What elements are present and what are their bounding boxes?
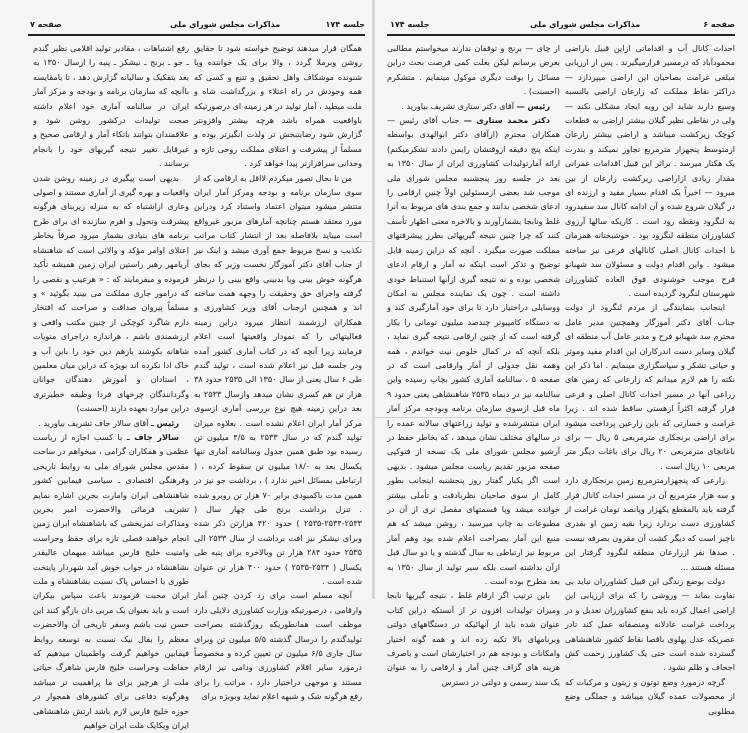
page-number: صفحه ۶ (703, 20, 735, 29)
paragraph: باین ترتیب اگر ارقام غلط ، نتیجه گیریها نابجا ومیزان تولیدات افزون تر از آنستکه دراین کتاب عنوان شده باید از آنهائیکه در دستگاههای دولتی وبرنامهای بالا تکیه زده اند و همه گونه اختیار وامکانات و بودجه هم در اختیارشان است و باصرف هزینه های گزاف چنین آمار و ارقامی را به عنوان یک سند رسمی و دولتی در دسترس (387, 590, 560, 687)
paragraph: بدیهی است پیگیری در زمینه روشن شدن واقعیات و بهره گیری از آماری مستند و اصولی وعاری ازاشتباه که به منزله زیربنای هرگونه پیشرفت وتحول و اهرم سازنده ای برای طرح برنامه های بنیادی بشمار میرود صرفاً بخاطر اعتلای اوامر مؤکد و والائی است که شاهنشاه آریامهر رهبر راستین ایران زمین همیشه تأکید فرموده و میفرمایند که : « هرعیب و نقصی را که درامور جاری مملکت می بینید بگوئید » و مسلماً پیروان صداقت و صراحت که افتخار دارم شاگرد کوچکی از چنین مکتب واقعی و ارزشمندی باشم ، هراندازه دراجرای منویات شاهانه بکوشند بازهم دین خود را باین آب و خاک ادا نکرده اند بویژه که دراین میان معلمین ، استادان و آموزش دهندگان جوانان وگردانندگان چرخهای فردا وظیفه خطیرتری دراین موارد بعهده دارند (احسنت) (33, 172, 189, 414)
paragraph: رئیس — آقای دکتر ستاری تشریف بیاورید . (401, 100, 550, 111)
paragraph: آنچه مسلم است برای رد کردن چنین آمار وارقامی ، درصورتیکه وزارت کشاورزی دلایلی دارد موظف است همانطوریکه روزگذشته بصراحت تولیدگندم را درسال گذشته ۵/۵ میلیون تن وبرای سال جاری ۶/۵ میلیون تن تعیین کرده و مخصوصاً درمورد سایر اقلام کشاورزی ودامی نیز ارقام مستند و موجهی دراختیار دارد ، مراتب را برای رفع هرگونه شک و شبهه اعلام نماید وبویژه برای (194, 590, 362, 702)
page-header (30, 20, 365, 34)
speaker-name: دکتر محمد ستاری — (463, 115, 551, 126)
page-number: صفحه ۷ (30, 20, 62, 29)
paragraph: گرچه درمورد وضع توتون و زیتون و مرکبات که از محصولات عمده گیلان میباشد و جملگی وضع مطلوبی (565, 676, 735, 716)
paragraph: احداث کانال آب و اقداماتی ازاین قبیل باراضی محمودآباد که درمسیر قرارمیگیرند . پس از ارزیابی مبلغی غرامت بصاحبان این اراضی میپردازد — دراکثر نقاط مملکت که زارعان اراضی بالنسبه وسیع دارند شاید این رویه ایجاد مشکلی نکند — ولی در نقاطی نظیر گیلان بیشتر اراضی به قطعات کوچک زیرکشت میباشد و اراضی بیشتر زارعان ازمتوسط پنجهزار مترمربع تجاوز نمیکند و بندرت یک هکتار میرسد . براثر این قبیل اقدامات عمرانی مقدار زیادی ازاراضی زیرکشت زارعان از بین میرود — اخیراً یک اقدام بسیار مفید و ارزنده ای در گیلان شروع شده و آن ادامه کانال سد سفیدرود به لنگرود ونقطه رود است . کاریکه سالها آرزوی کشاورزان منطقه لنگرود بود . خوشبختانه همزمان با احداث کانال اصلی کانالهای فرعی نیز ساخته میشود . واین اقدام دولت و مسئولان سد شهبانو فرح موجب خوشنودی فوق العاده کشاورزان شهرستان لنگرود گردیده است . (565, 43, 735, 298)
column-right (194, 41, 362, 704)
column-left (33, 41, 189, 733)
paragraph: دولت بوضع زندگی این قبیل کشاورزان نباید بی تفاوت بماند — وروشی را که برای ارزیابی این اراضی اعمال کرده باید بنفع کشاورزان تعدیل و در پرداخت غرامت عادلانه ومنصفانه عمل کند تادر عصریکه عدل پهلوی باقصا نقاط کشور شاهنشاهی گسترده شده است حتی یک کشاورز زحمت کش اجحاف و ظلم نشود . (565, 576, 735, 673)
paragraph: از چای — برنج و توقفان ندارند میخواستم مطالبی بعرض برسانم لیکن بعلت کمی فرصت بحث دراین مسائل را بوقت دیگری موکول مینمایم . متشکرم (احسنت) . (387, 43, 560, 97)
paragraph: من تا بحال تصور میکردم لااقل به ارقامی که از سوی سازمان برنامه و بودجه ومرکز آمار ایران منتشر میشود میتوان اعتماد واستناد کرد ودراین مورد معتقد هستم چنانچه آمارهای مزبور غیرواقع است میباید بلافاصله بعد از انتشار کتاب مراتب تکذیب و نسخ مربوط جمع آوری میشد و اینک نیز از جناب آقای دکتر آموزگار نخست وزیر که بجای هرگونه خوش بینی ویا بدبینی واقع بینی را درنظر گرفته واجرای حق وحقیقت را وجهه همت ساخته اند و همچنین ازجناب آقای وزیر کشاورزی و همکاران ارزشمند انتظار میرود دراین زمینه فعالیتهائی را که نمودار واقعیتها است اعلام فرمایند زیرا آنچه که در کتاب آماری کشور آمده ودر جلسه قبل نیز اعلام شده است ، تولید گندم طی ۶ سال یعنی از سال ۱۳۵۰ الی ۲۵۳۵ حدود ۳۸ هزار تن هم کسری نشان میدهد وازسال ۲۵۳۳ به بعد دراین زمینه هیچ نوع بررسی آماری ازسوی مرکز آمار ایران اعلام نشده است . بعلاوه میزان تولید گندم که در سال ۲۵۳۳ به ۴/۵ میلیون تن رسیده بود طبق همین جدول وسالنامه آماری تنها یکسال بعد به ۱۸/۰ میلیون تن سقوط کرده ، ( ارتباطی بمسائل اخیر ندارد ) ، برداشت جو نیز در همین مدت باکمبودی برابر ۷۰ هزار تن روبرو شده . تنزل برداشت برنج طی چهار سال ( ۲۵۳۳-۲۵۳۴-۲۵۳۵ ) حدود ۴۲۰ هزارتن ذکر شده وبرای نیشکر نیز افت برداشت از سال ۲۵۳۳ الی ۲۵۳۵ حدود ۲۸۴ هزار تن وبالاخره برای پنبه طی یکسال ( ۲۵۳۴-۲۵۳۵ ) حدود ۴۰۰ هزار تن عنوان شده است . (194, 172, 363, 587)
page-6 (375, 0, 748, 716)
page-header (390, 20, 735, 34)
speaker-name: رئیس — (516, 100, 550, 111)
paragraph: سالار جاف ـ با کسب اجازه از ریاست عظمی و همکاران گرامی ، میخواهم در ساحت مقدس مجلس شورای ملی به روابط تاریخی وفرهنگی اقتصادی ـ سیاسی فیمابین کشور شاهنشاهی ایران وامارت بحرین اشاره نمایم تشریف فرمائی والاحضرت امیر بحرین ومذاکرات ثمربخشی که باشاهنشاه ایران زمین انجام خواهند فصلی تازه برای حفظ وحراست وامنیت خلیج فارس میباشد میهمان عالیقدر بشاهنشاه در جواب خوش آمد شهردار پایتخت طوری با احساس پاک نسبت بشاهنشاه و ملت ایران محبت فرمودند باعث سپاس بیکران است و باید بعنوان یک مربی دان بازگو کنند این حسن نیت باشم وسفر تاریخی آن والاحضرت معظم را بفال نیک نسبت به توسعه روابط فیمابین خواهیم گرفت واطمینان میدهیم که حفاظت وحراست خلیج فارس شاهرگ حیاتی ملت از هرچیز برای ما پراهمیت تر میباشد وهرگونه دفاعی برای کشورهای همجوار در حوزه خلیج فارس لازم باشد ارتش شاهنشاهی ایران ویکایک ملت ایران خواهیم (33, 431, 189, 731)
paragraph: اینجانب بنمایندگی از مردم لنگرود از دولت جناب آقای دکتر آموزگار وهمچنین مدیر عامل محترم سد شهبانو فرح و مدیر عامل آب منطقه ای گیلان وسایر دست اندرکاران این اقدام مفید وموثر و حیاتی تشکر و سپاسگزاری مینمایم . اما ذکر این نکته را هم لازم میدانم که زارعانی که زمین های زراعی آنها در مسیر احداث کانال اصلی و فرعی قرار گرفته اکثراً ازهستی ساقط شده اند . زیرا غرامت و خسارتی که باین زارعین پرداخت میشود برای اراضی برنجکاری مترمربعی ۵ ریال — برای باغاتچای مترمربعی ۲۰ ریال برای باغات دیگر متر مربعی ۱۰ ریال است . (565, 302, 736, 471)
header-rule (387, 34, 735, 36)
session-number: جلسه ۱۷۴ (325, 20, 365, 29)
header-title: مذاکرات مجلس شورای ملی (170, 20, 281, 29)
header-title: مذاکرات مجلس شورای ملی (530, 20, 641, 29)
header-rule (28, 34, 365, 36)
paragraph: رئیس ـ آقای سالار جاف تشریف بیاورید . (38, 417, 179, 428)
speaker-name: سالار جاف ـ (126, 431, 179, 442)
paragraph: همگان قرار میدهند توضیح خواسته شود تا حقایق روشن وبرملا گردد ، والا برای یک خواننده ویا شنونده موشکاف واهل تحقیق و تتبع و کسی که همه وجودش در راه اعتلاء و بزرگداشت شاه و ملت میطپد ، آمار تولید در هر زمینه ای درصورتیکه باواقعیت همراه باشد هرچه بیشتر وافزونتر گزارش شود رضایتبخش تر ولذت انگیزتر بوده و مسلماً از پیشرفت و اعتلای مملکت روحی تازه و وجدانی سرافرازتر پیدا خواهد کرد . (194, 43, 362, 169)
page-7 (0, 0, 373, 731)
scan-artifact-line (375, 417, 615, 418)
scan-artifact-line (90, 241, 373, 242)
session-number: جلسه ۱۷۴ (390, 20, 430, 29)
paragraph: دکتر محمد ستاری — جناب آقای رئیس —همکاران محترم (ازآقای دکتر ابوالهدی بواسطه اینکه پنج دقیقه ازوقتشان رابمن دادند تشکرمیکنم) ارائه آمارتولیدات کشاورزی ایران از سال ۱۳۵۰ به بعد در جلسه روز پنجشنبه مجلس شورای ملی موجب شد بعضی ازمسئولین اولاً چنین ارقامی را ادعای شخصی بدانند و جمع بندی های مربوط به آنرا غلط ونابجا بشمارآورند و بالاخره معنی اظهار تأسف کنند که چرا چنین نتیجه گیریهائی بطرز پیشرفتهای مملکت صورت میگیرد . آنچه که دراین زمینه قابل توضیح و تذکر است اینکه نه آمار و ارقام ادعای شخصی بوده و نه نتیجه گیری ازآنها استنباط خودی داشته است . چون یک نماینده مجلس نه امکان ووسایلی دراختیار دارد تا برای خود آمارگیری کند و نه دستگاه کامپیوتر چندصد میلیون تومانی را بکار گرفته است که از چنین ارقامی نتیجه گیری نماید ، بلکه آنچه که در کمال خلوص نیت خواندم ، همه وهمه نقل جدولی از آمار وارقامی است که در صفحه ۵ ، سالنامه آماری کشور بچاپ رسیده واین سالنامه نیز در دیماه ۲۵۳۵ شاهنشاهی یعنی حدود ۹ ماه قبل ازسوی سازمان برنامه وبودجه مرکز آمار ایران منتشرشده و تولید زراعتهای سالانه عمده را در سالهای مختلف نشان میدهد ، که بخاطر حفظ در آرشیو مجلس شورای ملی یک نسخه از فتوکپی صفحه مزبور تقدیم ریاست مجلس میشود . بدیهی است اگر یکبار گفتار روز پنجشنبه اینجانب بطور کامل از سوی صاحبان نظربادقت و تأملی بیشتر خوانده میشد ویا قسمتهای مفصل تری از آن در مطبوعات به چاپ میرسید ، روشن میشد که هم منبع این آمار بصراحت اعلام شده بود وهم آمار مربوط نیز ارتباطی به سال گذشته و یا دو سال قبل ازآن نداشته است بلکه سیر تولید از سال ۱۳۵۰ به بعد مطرح بوده است . (387, 115, 560, 587)
paragraph: زارعی که پنجهزارمترمربع زمین برنجکاری دارد و سه هزار مترمربع آن در مسیر احداث کانال قرار گرفته باید بالمقطع یکهزار وپانصد تومان غرامت از کشاورزی دست بردارد زیرا بقیه زمین او بقدری ناچیز است که دیگر کشت آن مقرون بصرفه نیست . صدها نفر اززارعان منطقه لنگرود گرفتار این مسئله هستند ... (565, 475, 735, 572)
column-right (565, 41, 735, 718)
column-left (387, 41, 560, 689)
speaker-name: رئیس ـ (150, 417, 179, 428)
paragraph: رفع اشتباهات ، مقادیر تولید اقلامی نظیر گندم ـ جو ـ برنج ـ نیشکر ـ پنبه را ازسال ۱۳۵۰ به بعد بتفکیک و سالیانه گزارش دهد ، تا بامقایسه باآنچه که سازمان برنامه و بودجه و مرکز آمار ایران در سالنامه آماری خود اعلام داشته صحت تولیدات درکشور روشن شود و علاقمندان بتوانند باتکاء آمار و ارقامی صحیح و غیرقابل تغییر نتیجه گیریهای خود را بانجام برسانند . (33, 43, 189, 169)
